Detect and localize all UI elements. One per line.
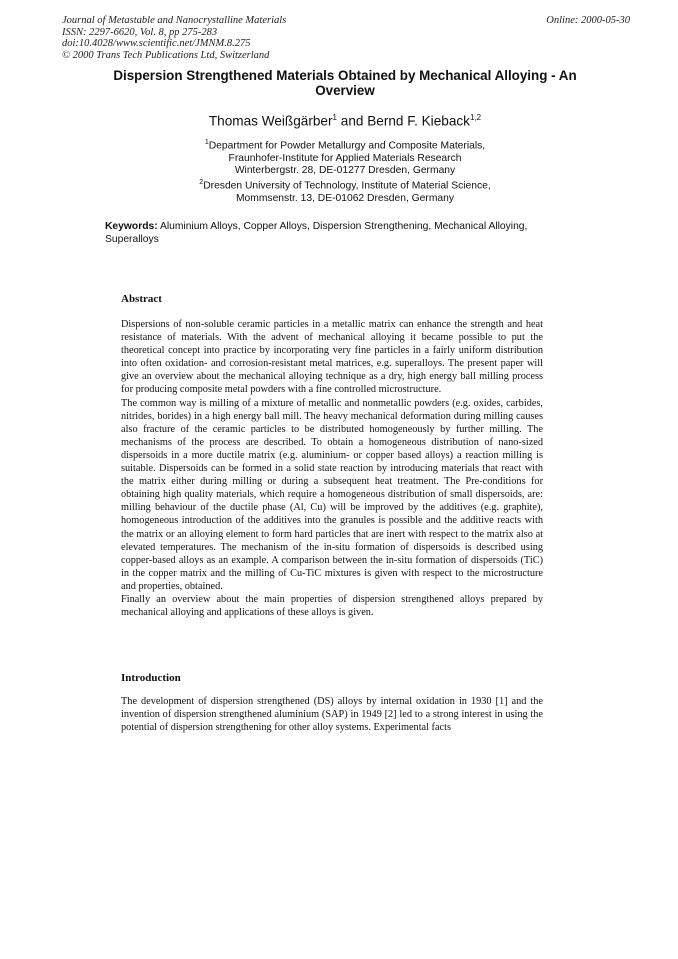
affiliation-line: Mommsenstr. 13, DE-01062 Dresden, Germany (235, 192, 455, 204)
online-date: Online: 2000-05-30 (546, 15, 630, 26)
affiliation-line: Department for Powder Metallurgy and Composite Materials, (208, 140, 486, 152)
affiliation-1 (110, 137, 580, 178)
journal-copyright: © 2000 Trans Tech Publications Ltd, Switzerland (62, 49, 270, 61)
abstract-paragraph: Dispersions of non-soluble ceramic particles in a metallic matrix can enhance the strength and heat resistance of materials. With the advent of mechanical alloying it became possible to put the theoretical concept into practice by incorporating very fine particles in a fairly uniform distribution into often oxidation- and corrosion-resistant metal matrices, e.g. superalloys. The present paper will give an overview about the mechanical alloying technique as a dry, high energy ball milling process for producing composite metal powders with a fine controlled microstructure. (121, 319, 543, 396)
affiliation-mark: 2 (199, 179, 204, 186)
author-separator: and (336, 113, 368, 129)
abstract-paragraph: Finally an overview about the main properties of dispersion strengthened alloys prepared by mechanical alloying and applications of these alloys is given. (121, 593, 543, 619)
affiliation-line: Fraunhofer-Institute for Applied Materials Research (228, 152, 462, 164)
abstract-body (121, 318, 543, 619)
keywords-label: Keywords: (105, 221, 158, 232)
author-line (110, 113, 580, 129)
introduction-paragraph: The development of dispersion strengthened (DS) alloys by internal oxidation in 1930 [1] and the invention of dispersion strengthened aluminium (SAP) in 1949 [2] led to a strong interest in using the potential of dispersion strengthening for other alloy systems. Experimental facts (121, 696, 543, 734)
affiliation-2 (110, 177, 580, 205)
introduction-body (121, 695, 543, 734)
keywords (105, 220, 545, 246)
author-affiliation-mark: 1 (332, 113, 337, 122)
keywords-text: Aluminium Alloys, Copper Alloys, Dispersion Strengthening, Mechanical Alloying, Superalloys (105, 221, 528, 245)
abstract-paragraph: The common way is milling of a mixture of metallic and nonmetallic powders (e.g. oxides, carbides, nitrides, borides) in a high energy ball mill. The heavy mechanical deformation during milling causes also fracture of the ceramic particles to be distributed homogeneously by further milling. The mechanisms of the process are described. To obtain a homogeneous distribution of nano-sized dispersoids in a more ductile matrix (e.g. aluminium- or copper based alloys) a reaction milling is suitable. Dispersoids can be formed in a solid state reaction by introducing materials that react with the matrix either during milling or during a subsequent heat treatment. The Pre-conditions for obtaining high quality materials, which require a homogeneous distribution of small dispersoids, are: milling behaviour of the ductile phase (Al, Cu) will be improved by the additives (e.g. graphite), homogeneous introduction of the additives into the granules is possible and the additive reacts with the matrix or an alloying element to form hard particles that are inert with respect to the matrix also at elevated temperatures. The mechanism of the in-situ formation of dispersoids is described using copper-based alloys as an example. A comparison between the in-situ formation of dispersoids (TiC) in the copper matrix and the milling of Cu-TiC mixtures is given with respect to the microstructure and properties, obtained. (121, 397, 543, 592)
author-name: Bernd F. Kieback (367, 113, 470, 129)
author-name: Thomas Weißgärber (208, 113, 333, 129)
journal-issn: ISSN: 2297-6620, Vol. 8, pp 275-283 (62, 26, 218, 38)
introduction-heading: Introduction (121, 672, 181, 684)
abstract-heading: Abstract (121, 293, 162, 305)
journal-name: Journal of Metastable and Nanocrystalline Materials (62, 15, 287, 26)
paper-title: Dispersion Strengthened Materials Obtained by Mechanical Alloying - An Overview (113, 68, 577, 98)
affiliation-line: Winterbergstr. 28, DE-01277 Dresden, Germany (234, 165, 456, 177)
author-affiliation-mark: 1,2 (469, 113, 482, 122)
affiliation-line: Dresden University of Technology, Institute of Material Science, (203, 180, 491, 192)
journal-info (62, 15, 462, 61)
journal-doi[interactable]: doi:10.4028/www.scientific.net/JMNM.8.275 (62, 38, 251, 50)
affiliation-mark: 1 (204, 139, 209, 146)
